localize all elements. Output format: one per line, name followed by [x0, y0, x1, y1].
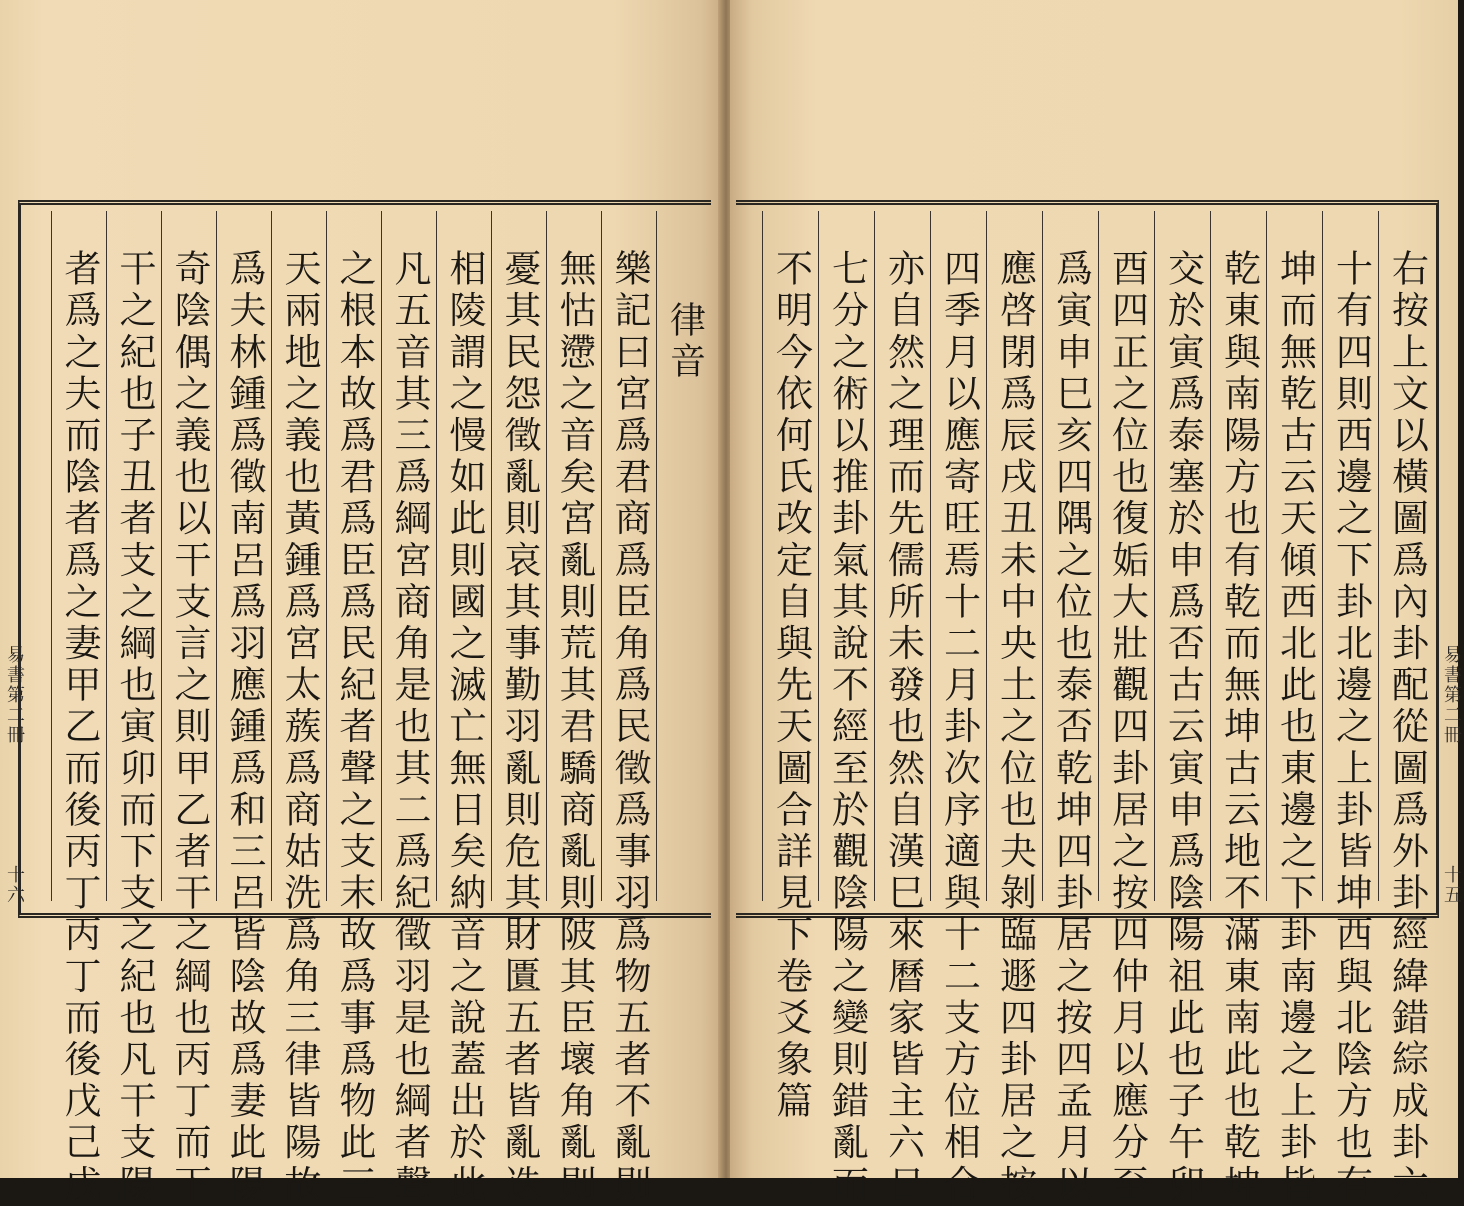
left-page-column-text: 律音	[664, 301, 706, 383]
right-page-column-text: 七分之術以推卦氣其說不經至於觀陰陽之變則錯亂而	[825, 249, 869, 1206]
right-page-column-text: 十有四則西邊之下卦北邊之上卦皆坤西與北陰方也有	[1329, 249, 1373, 1206]
left-page-column-text: 無怙懘之音矣宮亂則荒其君驕商亂則陂其臣壞角亂則	[553, 249, 596, 1206]
right-page-column-text: 坤而無乾古云天傾西北此也東邊之下卦南邊之上卦皆	[1273, 249, 1317, 1206]
left-page-column-text: 樂記曰宮爲君商爲臣角爲民徵爲事羽爲物五者不亂則	[608, 249, 651, 1206]
left-page-column-text: 奇陰偶之義也以干支言之則甲乙者干之綱也丙丁而下	[168, 249, 211, 1206]
left-page-column	[491, 211, 547, 1206]
left-page-column	[271, 211, 327, 1206]
right-page-frame	[736, 200, 1462, 1206]
folio-number: 十五	[1441, 865, 1462, 905]
right-page-column-text: 應啓閉爲辰戌丑未中央土之位也夬剝臨遯四卦居之按	[993, 249, 1037, 1206]
volume-title: 易書第二冊	[1441, 645, 1462, 745]
right-page-column-text: 乾東與南陽方也有乾而無坤古云地不滿東南此也乾坤	[1217, 249, 1261, 1206]
left-page-margin-label	[0, 615, 25, 1055]
left-page-column	[216, 211, 272, 1206]
right-page-column	[1042, 211, 1099, 1206]
left-page	[0, 0, 722, 1206]
right-page-column	[1210, 211, 1267, 1206]
right-page-column	[762, 211, 819, 1123]
right-page	[730, 0, 1462, 1206]
right-page-column	[1266, 211, 1323, 1206]
left-page-column-text: 天兩地之義也黃鍾爲宮太蔟爲商姑洗爲角三律皆陽故	[278, 249, 321, 1206]
left-page-column	[656, 211, 712, 901]
left-page-column-text: 之根本故爲君爲臣爲民紀者聲之支末故爲事爲物此三	[333, 249, 376, 1206]
left-page-column-text: 干之紀也子丑者支之綱也寅卯而下支之紀也凡干支陽	[113, 249, 156, 1206]
left-page-column	[161, 211, 217, 1206]
right-page-column	[818, 211, 875, 1206]
right-page-margin-label	[1436, 615, 1462, 1055]
right-page-column	[1154, 211, 1211, 1206]
left-page-column	[326, 211, 382, 1206]
left-page-column-text: 憂其民怨徵亂則哀其事勤羽亂則危其財匱五者皆亂迭	[498, 249, 541, 1206]
right-page-column-text: 不明今依何氏改定自與先天圖合詳見下卷爻象篇	[769, 249, 813, 1123]
left-page-column-text: 相陵謂之慢如此則國之滅亡無日矣納音之說蓋出於此	[443, 249, 486, 1206]
right-page-column-text: 四季月以應寄旺焉十二月卦次序適與十二支方位相合	[937, 249, 981, 1206]
left-page-column	[51, 211, 107, 1206]
folio-number: 十六	[4, 865, 25, 905]
left-page-column	[106, 211, 162, 1206]
right-page-column	[1322, 211, 1379, 1206]
right-page-column	[1098, 211, 1155, 1206]
volume-title: 易書第二冊	[4, 645, 25, 745]
right-page-column-text: 酉四正之位也復姤大壯觀四卦居之按四仲月以應分至	[1105, 249, 1149, 1206]
left-page-column	[601, 211, 657, 1206]
right-page-column	[930, 211, 987, 1206]
right-page-column-text: 交於寅爲泰塞於申爲否古云寅申爲陰陽祖此也子午卯	[1161, 249, 1205, 1206]
right-page-column-text: 爲寅申巳亥四隅之位也泰否乾坤四卦居之按四孟月以	[1049, 249, 1093, 1206]
right-page-column	[986, 211, 1043, 1206]
right-page-column-text: 亦自然之理而先儒所未發也然自漢巳來曆家皆主六日	[881, 249, 925, 1206]
left-page-column-text: 爲夫林鍾爲徵南呂爲羽應鍾爲和三呂皆陰故爲妻此陽	[223, 249, 266, 1206]
left-page-column-text: 凡五音其三爲綱宮商角是也其二爲紀徵羽是也綱者聲	[388, 249, 431, 1206]
left-page-column	[436, 211, 492, 1206]
right-page-column	[874, 211, 931, 1206]
left-page-column-text: 者爲之夫而陰者爲之妻甲乙而後丙丁丙丁而後戊己戊	[58, 249, 101, 1206]
left-page-column	[546, 211, 602, 1206]
right-page-column-text: 右按上文以橫圖爲內卦配從圖爲外卦經緯錯綜成卦六	[1385, 249, 1429, 1206]
left-page-column	[381, 211, 437, 1206]
right-page-column	[1378, 211, 1435, 1206]
left-page-frame	[4, 200, 711, 1206]
